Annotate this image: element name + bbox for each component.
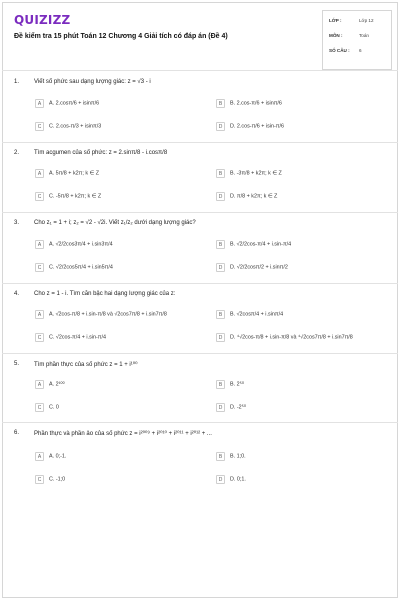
option-letter-badge: B bbox=[216, 310, 225, 319]
option-b[interactable] bbox=[216, 310, 283, 319]
option-text: D. 0;1. bbox=[230, 476, 246, 483]
option-a[interactable] bbox=[35, 99, 99, 108]
option-letter-badge: A bbox=[35, 310, 44, 319]
option-c[interactable] bbox=[35, 192, 101, 201]
question-number: 2. bbox=[14, 150, 20, 156]
option-a[interactable] bbox=[35, 169, 99, 178]
option-text: D. π/8 + k2π; k ∈ Z bbox=[230, 193, 278, 200]
option-text: D. -2⁵⁰ bbox=[230, 404, 247, 411]
option-text: D. ⁴√2cos-π/8 + i.sin-π/8 và ⁴√2cos7π/8 + i.sin7π/8 bbox=[230, 334, 353, 341]
option-letter-badge: C bbox=[35, 403, 44, 412]
info-row-question-count bbox=[329, 48, 362, 53]
option-text: B. √2cosπ/4 + i.sinπ/4 bbox=[230, 311, 284, 318]
question-number: 5. bbox=[14, 361, 20, 367]
question-text: Cho z₁ = 1 + i; z₂ = √2 - √2i. Viết z₁/z₂ dưới dạng lượng giác? bbox=[34, 220, 196, 226]
question-divider bbox=[2, 422, 398, 423]
option-text: C. √2cos-π/4 + i.sin-π/4 bbox=[49, 334, 106, 341]
option-d[interactable] bbox=[216, 333, 353, 342]
option-a[interactable] bbox=[35, 452, 66, 461]
option-letter-badge: A bbox=[35, 240, 44, 249]
option-letter-badge: B bbox=[216, 240, 225, 249]
option-text: B. 2.cos-π/6 + isinπ/6 bbox=[230, 100, 282, 107]
question-text: Phần thực và phần ảo của số phức z = i²⁰⁰⁹ + i²⁰¹⁰ + i²⁰¹¹ + i²⁰¹² + ... bbox=[34, 431, 212, 437]
question-number: 6. bbox=[14, 430, 20, 436]
option-d[interactable] bbox=[216, 475, 246, 484]
option-text: B. √2/2cos-π/4 + i.sin-π/4 bbox=[230, 241, 292, 248]
option-letter-badge: C bbox=[35, 263, 44, 272]
option-d[interactable] bbox=[216, 403, 246, 412]
option-text: A. 0;-1. bbox=[49, 453, 67, 460]
option-b[interactable] bbox=[216, 452, 246, 461]
question-divider bbox=[2, 353, 398, 354]
option-text: A. √2/2cos3π/4 + i.sin3π/4 bbox=[49, 241, 113, 248]
option-letter-badge: C bbox=[35, 122, 44, 131]
info-row-subject bbox=[329, 33, 369, 38]
option-c[interactable] bbox=[35, 333, 106, 342]
option-b[interactable] bbox=[216, 240, 291, 249]
option-letter-badge: B bbox=[216, 169, 225, 178]
info-label: SỐ CÂU : bbox=[329, 48, 350, 53]
option-letter-badge: B bbox=[216, 380, 225, 389]
question-text: Tìm phần thực của số phức z = 1 + i¹⁰⁰ bbox=[34, 362, 138, 368]
option-text: D. √2/2cosπ/2 + i.sinπ/2 bbox=[230, 264, 288, 271]
quizizz-logo: QUIZIZZ bbox=[14, 13, 71, 27]
question-divider bbox=[2, 212, 398, 213]
option-d[interactable] bbox=[216, 192, 277, 201]
option-c[interactable] bbox=[35, 475, 65, 484]
question-text: Cho z = 1 - i. Tìm căn bậc hai dạng lượng giác của z: bbox=[34, 291, 176, 297]
option-letter-badge: D bbox=[216, 333, 225, 342]
question-divider bbox=[2, 283, 398, 284]
info-label: MÔN : bbox=[329, 33, 343, 38]
option-text: A. 2¹⁰⁰ bbox=[49, 381, 65, 388]
option-letter-badge: B bbox=[216, 452, 225, 461]
option-letter-badge: A bbox=[35, 169, 44, 178]
question-number: 4. bbox=[14, 291, 20, 297]
option-letter-badge: B bbox=[216, 99, 225, 108]
option-a[interactable] bbox=[35, 380, 65, 389]
question-text: Viết số phức sau dạng lượng giác: z = √3 - i bbox=[34, 79, 151, 85]
info-value: Lớp 12 bbox=[359, 18, 374, 23]
option-text: B. 1;0. bbox=[230, 453, 246, 460]
option-letter-badge: D bbox=[216, 263, 225, 272]
option-text: A. 5π/8 + k2π; k ∈ Z bbox=[49, 170, 100, 177]
question-divider bbox=[2, 142, 398, 143]
option-letter-badge: C bbox=[35, 333, 44, 342]
info-value: Toán bbox=[359, 33, 369, 38]
option-b[interactable] bbox=[216, 99, 282, 108]
info-row-class bbox=[329, 18, 374, 23]
option-text: C. -5π/8 + k2π; k ∈ Z bbox=[49, 193, 102, 200]
option-letter-badge: D bbox=[216, 192, 225, 201]
option-letter-badge: D bbox=[216, 122, 225, 131]
option-text: C. 2.cos-π/3 + isinπ/3 bbox=[49, 123, 102, 130]
option-a[interactable] bbox=[35, 310, 167, 319]
page-title: Đề kiểm tra 15 phút Toán 12 Chương 4 Giải tích có đáp án (Đề 4) bbox=[14, 33, 228, 40]
option-letter-badge: D bbox=[216, 475, 225, 484]
option-d[interactable] bbox=[216, 263, 288, 272]
option-d[interactable] bbox=[216, 122, 284, 131]
question-number: 1. bbox=[14, 79, 20, 85]
worksheet-page bbox=[2, 2, 398, 598]
option-b[interactable] bbox=[216, 380, 244, 389]
option-text: A. √2cos-π/8 + i.sin-π/8 và √2cos7π/8 + i.sin7π/8 bbox=[49, 311, 167, 318]
option-c[interactable] bbox=[35, 122, 101, 131]
option-c[interactable] bbox=[35, 403, 59, 412]
option-letter-badge: A bbox=[35, 380, 44, 389]
question-number: 3. bbox=[14, 220, 20, 226]
option-text: A. 2.cosπ/6 + isinπ/6 bbox=[49, 100, 100, 107]
option-letter-badge: C bbox=[35, 475, 44, 484]
option-c[interactable] bbox=[35, 263, 113, 272]
option-text: C. 0 bbox=[49, 404, 59, 411]
option-letter-badge: C bbox=[35, 192, 44, 201]
option-text: C. -1;0 bbox=[49, 476, 66, 483]
option-b[interactable] bbox=[216, 169, 282, 178]
header-divider bbox=[2, 70, 398, 71]
option-text: C. √2/2cos5π/4 + i.sin5π/4 bbox=[49, 264, 113, 271]
option-letter-badge: A bbox=[35, 99, 44, 108]
option-a[interactable] bbox=[35, 240, 113, 249]
info-box bbox=[322, 10, 392, 70]
info-label: LỚP : bbox=[329, 18, 342, 23]
question-text: Tìm acgumen của số phức: z = 2.sinπ/8 - i.cosπ/8 bbox=[34, 150, 168, 156]
option-letter-badge: A bbox=[35, 452, 44, 461]
option-text: D. 2.cos-π/6 + isin-π/6 bbox=[230, 123, 285, 130]
option-letter-badge: D bbox=[216, 403, 225, 412]
option-text: B. 2⁵⁰ bbox=[230, 381, 244, 388]
info-value: 6 bbox=[359, 48, 362, 53]
option-text: B. -3π/8 + k2π; k ∈ Z bbox=[230, 170, 282, 177]
